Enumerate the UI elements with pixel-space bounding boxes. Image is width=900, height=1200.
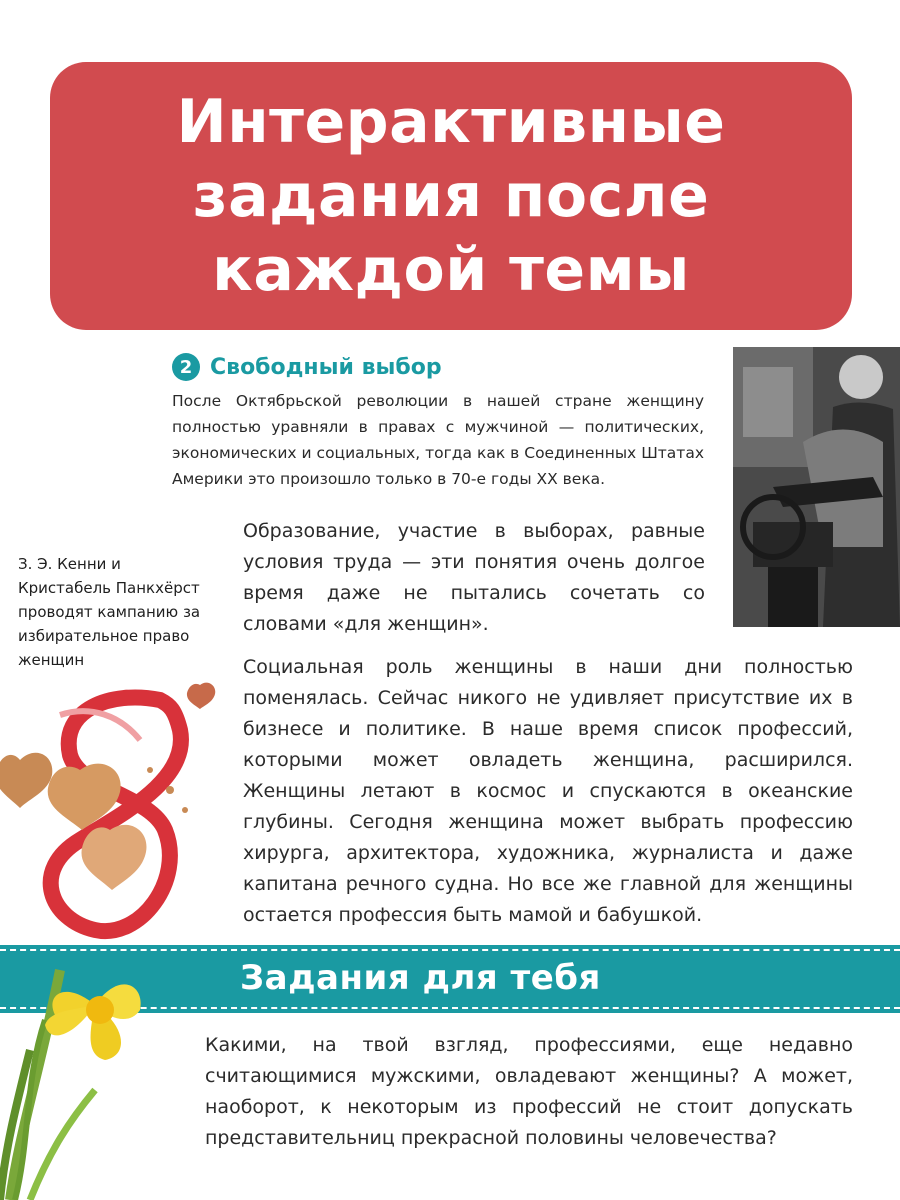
body-paragraph-1: Образование, участие в выборах, равные условия труда — эти понятия очень долгое время даже не пытались сочетать со словами «для женщин». <box>243 520 705 635</box>
title-banner <box>50 62 852 330</box>
blacksmith-woman-photo <box>733 347 900 627</box>
photo-caption: З. Э. Кенни и Кристабель Панкхёрст проводят кампанию за избирательное право женщин <box>18 555 201 669</box>
daffodil-flower-decoration <box>0 930 190 1200</box>
body-paragraph-2: Социальная роль женщины в наши дни полностью поменялась. Сейчас никого не удивляет присутствие их в бизнесе и политике. В наше время список профессий, которыми может овладеть женщина, расширился. Женщины летают в космос и спускаются в океанские глубины. Сегодня женщина может выбрать профессию хирурга, архитектора, художника, журналиста и даже капитана речного судна. Но все же главной для женщины остается профессия быть мамой и бабушкой. <box>243 656 853 926</box>
page-title-line-1: Интерактивные <box>176 87 726 157</box>
march-8-heart-cookies-decoration <box>0 680 230 970</box>
section-title: Свободный выбор <box>210 354 442 380</box>
page-title <box>177 85 726 307</box>
section-number-badge: 2 <box>172 353 200 381</box>
task-question: Какими, на твой взгляд, профессиями, еще недавно считающимися мужскими, овладевают женщины? А может, наоборот, к некоторым из профессий не стоит допускать представительниц прекрасной половины человечества? <box>205 1034 853 1149</box>
section-intro-text: После Октябрьской революции в нашей стране женщину полностью уравняли в правах с мужчиной — политических, экономических и социальных, тогда как в Соединенных Штатах Америки это произошло только в 70-е годы XX века. <box>172 392 704 488</box>
page-title-line-3: каждой темы <box>212 235 690 305</box>
page-title-line-2: задания после <box>192 161 710 231</box>
tasks-title: Задания для тебя <box>240 958 601 998</box>
section-heading <box>172 350 442 384</box>
